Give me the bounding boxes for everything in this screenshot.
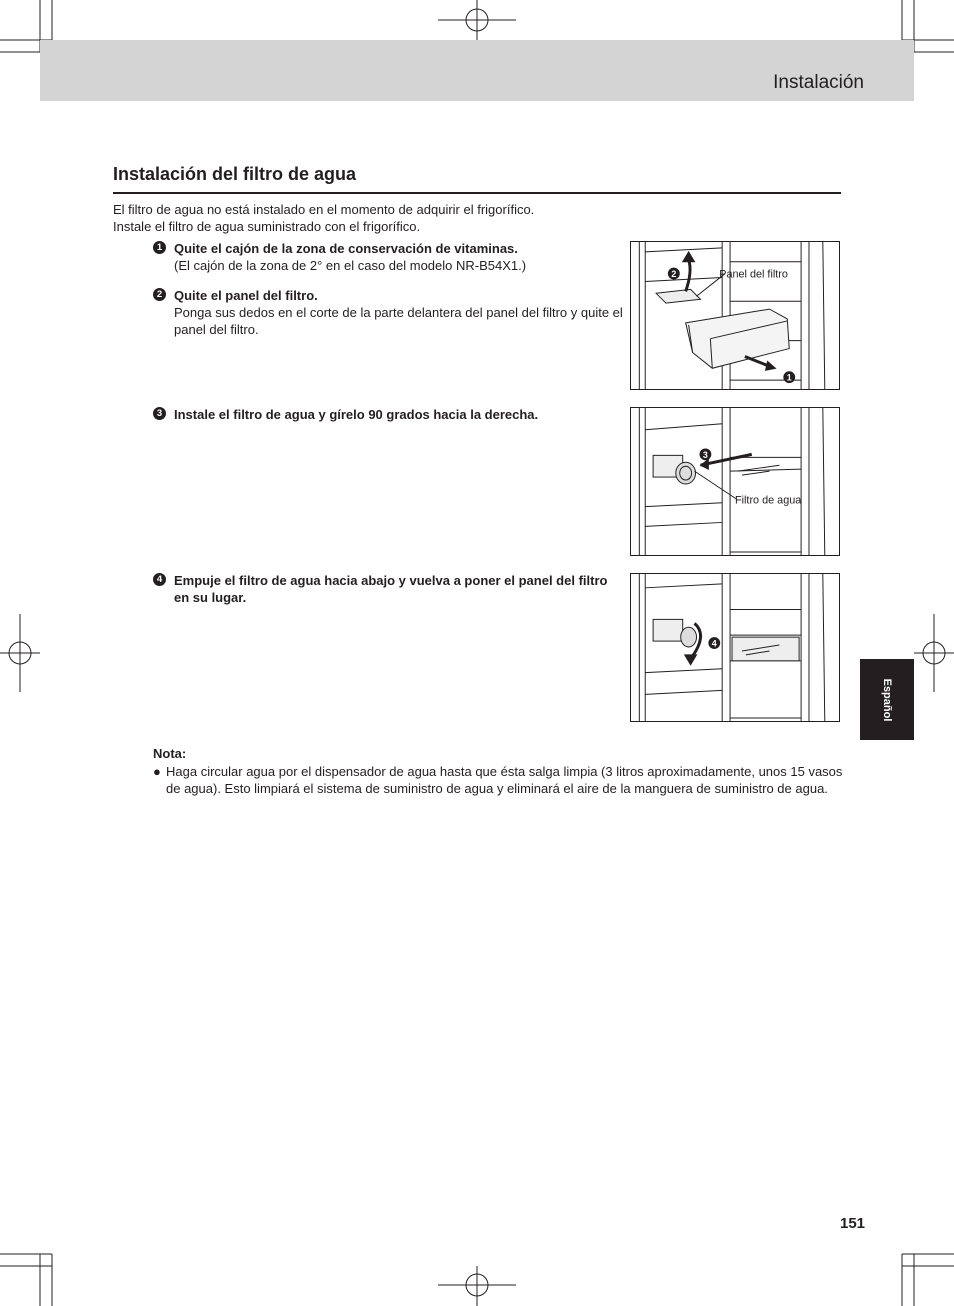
intro-text — [113, 201, 534, 235]
step-heading: Instale el filtro de agua y gírelo 90 grados hacia la derecha. — [174, 407, 539, 422]
step-number: 1 — [153, 241, 166, 254]
fridge-illustration-3 — [631, 574, 839, 721]
figure-remove-drawer — [630, 241, 840, 390]
marker-2-text: 2 — [671, 269, 677, 280]
language-tab — [860, 659, 914, 740]
intro-line-2: Instale el filtro de agua suministrado con el frigorífico. — [113, 219, 421, 234]
fridge-illustration-1 — [631, 242, 839, 389]
step-3 — [153, 406, 623, 423]
marker-4-text: 4 — [711, 638, 717, 649]
step-text: (El cajón de la zona de 2° en el caso del modelo NR-B54X1.) — [174, 258, 527, 273]
section-title: Instalación del filtro de agua — [113, 164, 357, 184]
step-text: Ponga sus dedos en el corte de la parte delantera del panel del filtro y quite el panel del filtro. — [174, 305, 623, 337]
step-4 — [153, 572, 623, 606]
step-heading: Quite el panel del filtro. — [174, 288, 318, 303]
step-heading: Empuje el filtro de agua hacia abajo y vuelva a poner el panel del filtro en su lugar. — [174, 573, 608, 605]
fridge-illustration-2 — [631, 408, 839, 555]
language-tab-label: Español — [881, 678, 893, 721]
page-number: 151 — [840, 1215, 866, 1232]
figure-install-filter — [630, 407, 840, 556]
marker-3-text: 3 — [702, 449, 708, 460]
bullet-icon: ● — [153, 764, 161, 779]
marker-1-text: 1 — [786, 372, 792, 383]
intro-line-1: El filtro de agua no está instalado en el momento de adquirir el frigorífico. — [113, 202, 535, 217]
step-number: 3 — [153, 407, 166, 420]
step-heading: Quite el cajón de la zona de conservación de vitaminas. — [174, 241, 518, 256]
step-number: 4 — [153, 573, 166, 586]
step-2 — [153, 287, 623, 338]
section-divider — [113, 192, 841, 194]
figure-replace-panel — [630, 573, 840, 722]
step-number: 2 — [153, 288, 166, 301]
label-water-filter: Filtro de agua — [735, 494, 802, 507]
header-title: Instalación — [773, 72, 864, 93]
note-body — [153, 763, 843, 797]
step-1 — [153, 240, 623, 274]
note-title: Nota: — [153, 746, 187, 761]
note-text: Haga circular agua por el dispensador de agua hasta que ésta salga limpia (3 litros aproximadamente, unos 15 vasos de agua). Esto limpiará el sistema de suministro de agua y eliminará el aire de la manguera de suministro de agua. — [166, 764, 843, 796]
label-filter-panel: Panel del filtro — [719, 268, 788, 281]
